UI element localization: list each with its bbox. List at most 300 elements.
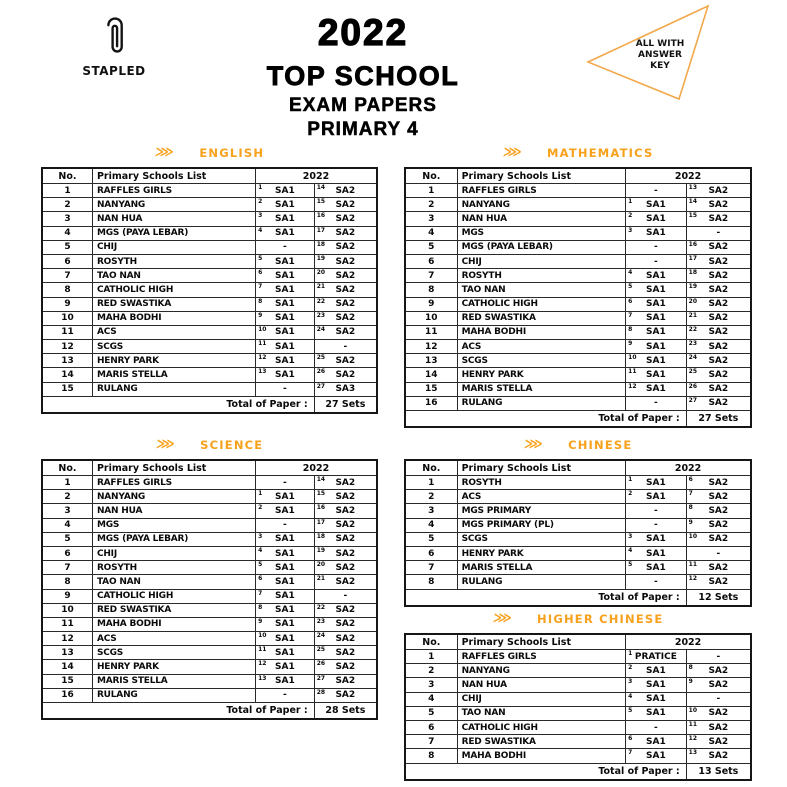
paper-type: - xyxy=(283,477,287,488)
sa1-cell xyxy=(626,735,687,748)
table-row xyxy=(43,604,376,618)
paper-type: SA2 xyxy=(708,370,729,381)
sa2-cell xyxy=(687,340,750,353)
table-row xyxy=(406,476,750,490)
paper-type: SA1 xyxy=(275,213,295,224)
paper-index: 1 xyxy=(258,184,263,191)
school-name: ACS xyxy=(458,340,627,353)
table-row xyxy=(406,212,750,226)
school-name: RED SWASTIKA xyxy=(93,604,256,617)
paper-type: SA2 xyxy=(335,491,356,502)
sa1-cell xyxy=(256,283,315,296)
row-number: 10 xyxy=(406,312,458,325)
table-row xyxy=(43,660,376,674)
paper-type: SA2 xyxy=(335,505,356,516)
sa1-cell xyxy=(256,212,315,225)
sa2-cell xyxy=(687,184,750,197)
section-higher-chinese xyxy=(404,611,752,781)
total-row xyxy=(406,590,750,605)
section-title: SCIENCE xyxy=(200,438,264,452)
paper-type: SA1 xyxy=(646,750,666,761)
paper-type: SA2 xyxy=(708,491,729,502)
paper-type: SA2 xyxy=(708,679,729,690)
paper-index: 6 xyxy=(688,476,693,483)
table-body xyxy=(406,650,750,764)
sa2-cell xyxy=(687,354,750,367)
table-body xyxy=(43,476,376,703)
sa2-cell xyxy=(315,212,376,225)
sa1-cell xyxy=(626,533,687,546)
school-name: MGS (PAYA LEBAR) xyxy=(93,533,256,546)
paper-index: 2 xyxy=(628,664,633,672)
paper-type: SA1 xyxy=(646,370,666,381)
sa2-cell xyxy=(315,632,376,645)
sa1-cell xyxy=(626,227,687,240)
paper-index: 6 xyxy=(258,269,263,277)
sa1-cell xyxy=(256,575,315,588)
sa1-cell xyxy=(626,650,687,663)
paper-index: 11 xyxy=(688,561,698,569)
school-name: RED SWASTIKA xyxy=(93,298,256,311)
paper-type: SA2 xyxy=(708,284,729,295)
sa2-cell xyxy=(687,397,750,410)
paper-index: 17 xyxy=(316,518,326,526)
table-row xyxy=(406,354,750,368)
papers-table xyxy=(404,633,752,781)
paper-index: 4 xyxy=(628,546,633,554)
school-name: RED SWASTIKA xyxy=(458,312,627,325)
badge-line: ALL WITH xyxy=(635,39,685,49)
paper-type: SA1 xyxy=(646,694,666,705)
paper-index: 11 xyxy=(258,646,267,654)
paper-type: SA1 xyxy=(275,327,295,338)
paper-index: 5 xyxy=(258,254,263,262)
school-name: ROSYTH xyxy=(93,255,256,268)
table-row xyxy=(406,533,750,547)
paper-type: SA2 xyxy=(708,708,729,719)
paper-type: SA1 xyxy=(275,284,295,295)
paper-index: 27 xyxy=(688,396,698,404)
paper-type: SA1 xyxy=(275,633,295,644)
sa2-cell xyxy=(315,547,376,560)
paper-type: - xyxy=(283,384,287,395)
paper-type: SA1 xyxy=(646,299,666,310)
sa2-cell xyxy=(315,675,376,688)
school-name: TAO NAN xyxy=(458,283,627,296)
row-number: 5 xyxy=(406,707,458,720)
table-row xyxy=(43,490,376,504)
paper-type: SA1 xyxy=(275,185,295,196)
sa1-cell xyxy=(256,604,315,617)
row-number: 2 xyxy=(406,490,458,503)
row-number: 8 xyxy=(43,575,93,588)
paper-type: - xyxy=(654,398,658,409)
paper-type: SA2 xyxy=(708,750,729,761)
table-row xyxy=(43,198,376,212)
paper-index: 4 xyxy=(258,226,263,234)
col-header-year: 2022 xyxy=(674,170,702,182)
paperclip-icon xyxy=(82,10,146,60)
col-header-no: No. xyxy=(406,169,458,183)
row-number: 3 xyxy=(406,678,458,691)
paper-index: 20 xyxy=(688,297,698,305)
paper-index: 4 xyxy=(628,269,633,277)
paper-index: 8 xyxy=(688,504,693,512)
paper-index: 7 xyxy=(628,749,633,757)
paper-index: 12 xyxy=(628,382,637,390)
row-number: 11 xyxy=(406,326,458,339)
sa1-cell xyxy=(256,298,315,311)
table-row xyxy=(406,561,750,575)
row-number: 8 xyxy=(43,283,93,296)
school-name: NANYANG xyxy=(93,198,256,211)
sa1-cell xyxy=(626,298,687,311)
sa2-cell xyxy=(687,533,750,546)
school-name: ROSYTH xyxy=(458,269,627,282)
row-number: 6 xyxy=(406,721,458,734)
row-number: 14 xyxy=(43,660,93,673)
paper-type: SA1 xyxy=(275,647,295,658)
paper-index: 21 xyxy=(316,283,326,291)
paper-index: 6 xyxy=(628,297,633,305)
col-header-no: No. xyxy=(406,635,458,649)
table-row xyxy=(43,519,376,533)
sa2-cell xyxy=(687,693,750,706)
paper-index: 10 xyxy=(628,354,637,362)
sa2-cell xyxy=(687,198,750,211)
section-heading xyxy=(404,145,752,161)
title-line3: PRIMARY 4 xyxy=(307,119,419,140)
section-english xyxy=(41,145,378,414)
section-chinese xyxy=(404,437,752,607)
col-header-school: Primary Schools List xyxy=(458,169,627,183)
sa2-cell xyxy=(687,749,750,762)
table-row xyxy=(43,533,376,547)
paper-index: 3 xyxy=(628,678,633,686)
badge-line: ANSWER xyxy=(638,50,682,60)
row-number: 15 xyxy=(43,675,93,688)
table-header-row xyxy=(43,169,376,184)
school-name: SCGS xyxy=(93,646,256,659)
paper-index: 9 xyxy=(688,518,693,526)
paper-type: SA2 xyxy=(335,256,356,267)
sa1-cell xyxy=(256,561,315,574)
col-header-no: No. xyxy=(43,169,93,183)
row-number: 2 xyxy=(406,198,458,211)
paper-index: 17 xyxy=(316,226,326,234)
school-name: NANYANG xyxy=(93,490,256,503)
table-row xyxy=(43,340,376,354)
paper-type: SA2 xyxy=(335,576,356,587)
sa2-cell xyxy=(687,707,750,720)
school-name: SCGS xyxy=(458,533,627,546)
school-name: TAO NAN xyxy=(458,707,627,720)
paper-type: SA2 xyxy=(335,605,356,616)
school-name: MARIS STELLA xyxy=(93,368,256,381)
sa2-cell xyxy=(315,269,376,282)
paper-type: - xyxy=(654,256,658,267)
sa2-cell xyxy=(315,326,376,339)
row-number: 10 xyxy=(43,604,93,617)
paper-index: 1 xyxy=(258,490,263,498)
row-number: 3 xyxy=(406,504,458,517)
row-number: 4 xyxy=(43,519,93,532)
school-name: MAHA BODHI xyxy=(93,618,256,631)
row-number: 7 xyxy=(43,561,93,574)
table-row xyxy=(43,298,376,312)
school-name: MAHA BODHI xyxy=(458,326,627,339)
paper-index: 5 xyxy=(628,561,633,569)
table-row xyxy=(43,326,376,340)
paper-type: - xyxy=(716,228,721,239)
total-row xyxy=(406,764,750,779)
table-row xyxy=(406,490,750,504)
table-row xyxy=(406,184,750,198)
row-number: 4 xyxy=(406,519,458,532)
paper-index: 7 xyxy=(258,589,263,597)
total-value: 27 Sets xyxy=(698,413,739,424)
paper-index: 2 xyxy=(258,198,263,206)
sa2-cell xyxy=(687,227,750,240)
table-row xyxy=(43,227,376,241)
paper-index: 22 xyxy=(316,603,326,611)
row-number: 11 xyxy=(43,618,93,631)
paper-type: - xyxy=(343,341,348,352)
row-number: 1 xyxy=(43,476,93,489)
table-row xyxy=(406,368,750,382)
paper-type: SA2 xyxy=(708,313,729,324)
school-name: RAFFLES GIRLS xyxy=(458,650,627,663)
sa1-cell xyxy=(256,547,315,560)
sa1-cell xyxy=(256,646,315,659)
sa2-cell xyxy=(315,561,376,574)
row-number: 3 xyxy=(43,212,93,225)
paper-index: 2 xyxy=(628,490,633,498)
paper-type: SA1 xyxy=(646,327,666,338)
paper-type: SA2 xyxy=(335,619,356,630)
paper-index: 8 xyxy=(258,603,263,611)
school-name: ACS xyxy=(458,490,627,503)
table-row xyxy=(406,678,750,692)
total-row xyxy=(406,411,750,426)
sa1-cell xyxy=(626,547,687,560)
col-header-no: No. xyxy=(406,461,458,475)
paper-type: SA2 xyxy=(708,520,729,531)
school-name: MGS (PAYA LEBAR) xyxy=(93,227,256,240)
table-row xyxy=(406,721,750,735)
row-number: 10 xyxy=(43,312,93,325)
paper-type: SA1 xyxy=(275,662,295,673)
sa2-cell xyxy=(687,575,750,588)
section-title: ENGLISH xyxy=(199,146,265,160)
sa2-cell xyxy=(315,198,376,211)
triple-chevron-icon: ⋙ xyxy=(522,437,544,452)
sa1-cell xyxy=(256,660,315,673)
paper-type: - xyxy=(654,520,658,531)
row-number: 6 xyxy=(406,255,458,268)
table-row xyxy=(43,383,376,397)
table-row xyxy=(406,241,750,255)
row-number: 2 xyxy=(43,490,93,503)
paper-type: SA2 xyxy=(708,398,729,409)
table-row xyxy=(406,504,750,518)
paper-type: SA1 xyxy=(646,228,666,239)
row-number: 15 xyxy=(406,383,458,396)
col-header-year: 2022 xyxy=(302,462,330,474)
sa2-cell xyxy=(315,283,376,296)
col-header-year: 2022 xyxy=(674,462,702,474)
paper-index: 17 xyxy=(688,254,698,262)
paper-type: SA1 xyxy=(275,548,295,559)
row-number: 16 xyxy=(406,397,458,410)
row-number: 14 xyxy=(406,368,458,381)
paper-type: SA2 xyxy=(335,562,356,573)
paper-index: 11 xyxy=(688,720,698,728)
papers-table xyxy=(404,459,752,607)
row-number: 11 xyxy=(43,326,93,339)
col-header-school: Primary Schools List xyxy=(458,635,627,649)
paper-index: 26 xyxy=(316,660,326,668)
table-body xyxy=(406,184,750,411)
school-name: MARIS STELLA xyxy=(93,675,256,688)
paper-index: 5 xyxy=(628,283,633,291)
row-number: 1 xyxy=(406,476,458,489)
sa1-cell xyxy=(256,340,315,353)
paper-type: - xyxy=(654,242,658,253)
sa2-cell xyxy=(687,312,750,325)
row-number: 9 xyxy=(43,298,93,311)
paper-index: 12 xyxy=(258,660,267,668)
paper-type: - xyxy=(716,548,721,559)
row-number: 13 xyxy=(406,354,458,367)
paper-type: SA1 xyxy=(646,341,666,352)
sa2-cell xyxy=(315,660,376,673)
sa1-cell xyxy=(626,326,687,339)
school-name: SCGS xyxy=(458,354,627,367)
sa1-cell xyxy=(256,632,315,645)
school-name: RED SWASTIKA xyxy=(458,735,627,748)
paper-index: 3 xyxy=(258,532,263,540)
paper-index: 25 xyxy=(688,368,698,376)
sa2-cell xyxy=(315,227,376,240)
paper-type: SA2 xyxy=(708,576,729,587)
paper-index: 26 xyxy=(688,382,698,390)
paper-index: 15 xyxy=(688,212,698,220)
school-name: CATHOLIC HIGH xyxy=(458,721,627,734)
table-row xyxy=(406,519,750,533)
table-body xyxy=(406,476,750,590)
papers-table xyxy=(41,167,378,414)
paper-index: 11 xyxy=(628,368,637,376)
sa1-cell xyxy=(256,590,315,603)
table-row xyxy=(406,340,750,354)
school-name: TAO NAN xyxy=(93,575,256,588)
row-number: 5 xyxy=(43,533,93,546)
paper-index: 9 xyxy=(258,311,263,319)
total-label: Total of Paper : xyxy=(406,411,687,426)
paper-index: 18 xyxy=(688,269,698,277)
paper-index: 13 xyxy=(688,749,698,757)
paper-type: - xyxy=(283,520,287,531)
row-number: 9 xyxy=(406,298,458,311)
paper-type: SA1 xyxy=(646,562,666,573)
table-row xyxy=(406,397,750,411)
paper-index: 16 xyxy=(316,212,326,220)
total-row xyxy=(43,397,376,412)
paper-type: SA2 xyxy=(708,199,729,210)
paper-type: - xyxy=(343,591,348,602)
paper-type: SA1 xyxy=(275,605,295,616)
paper-index: 20 xyxy=(316,269,326,277)
sa2-cell xyxy=(687,721,750,734)
sa1-cell xyxy=(256,184,315,197)
sa1-cell xyxy=(626,368,687,381)
sa2-cell xyxy=(315,490,376,503)
school-name: HENRY PARK xyxy=(458,547,627,560)
paper-index: 10 xyxy=(258,632,267,640)
sa2-cell xyxy=(687,241,750,254)
sa2-cell xyxy=(315,184,376,197)
table-row xyxy=(43,590,376,604)
school-name: HENRY PARK xyxy=(458,368,627,381)
table-row xyxy=(43,561,376,575)
table-row xyxy=(43,689,376,703)
total-label: Total of Paper : xyxy=(43,397,315,412)
table-row xyxy=(406,255,750,269)
row-number: 4 xyxy=(406,227,458,240)
row-number: 16 xyxy=(43,689,93,702)
sa1-cell xyxy=(256,312,315,325)
papers-table xyxy=(404,167,752,428)
school-name: ROSYTH xyxy=(93,561,256,574)
table-row xyxy=(406,664,750,678)
sa2-cell xyxy=(687,212,750,225)
row-number: 12 xyxy=(406,340,458,353)
school-name: SCGS xyxy=(93,340,256,353)
paper-type: SA2 xyxy=(708,665,729,676)
paper-index: 1 xyxy=(628,650,633,657)
paper-type: SA1 xyxy=(646,679,666,690)
paper-index: 23 xyxy=(316,617,326,625)
paper-type: SA2 xyxy=(335,662,356,673)
school-name: TAO NAN xyxy=(93,269,256,282)
paper-type: SA2 xyxy=(708,736,729,747)
school-name: RAFFLES GIRLS xyxy=(458,184,627,197)
paper-type: SA1 xyxy=(275,491,295,502)
row-number: 6 xyxy=(43,255,93,268)
paper-type: SA2 xyxy=(708,355,729,366)
paper-index: 6 xyxy=(628,735,633,743)
paper-type: SA1 xyxy=(275,591,295,602)
paper-type: SA2 xyxy=(708,327,729,338)
table-row xyxy=(43,476,376,490)
sa2-cell xyxy=(687,298,750,311)
sa1-cell xyxy=(626,721,687,734)
table-row xyxy=(406,269,750,283)
paper-type: - xyxy=(654,576,658,587)
row-number: 8 xyxy=(406,575,458,588)
paper-type: SA2 xyxy=(708,256,729,267)
paper-type: SA1 xyxy=(646,665,666,676)
paper-index: 13 xyxy=(688,184,698,191)
sa2-cell xyxy=(315,646,376,659)
sa2-cell xyxy=(315,340,376,353)
school-name: HENRY PARK xyxy=(93,660,256,673)
col-header-no: No. xyxy=(43,461,93,475)
paper-type: SA2 xyxy=(708,477,729,488)
row-number: 15 xyxy=(43,383,93,396)
paper-type: SA1 xyxy=(275,228,295,239)
